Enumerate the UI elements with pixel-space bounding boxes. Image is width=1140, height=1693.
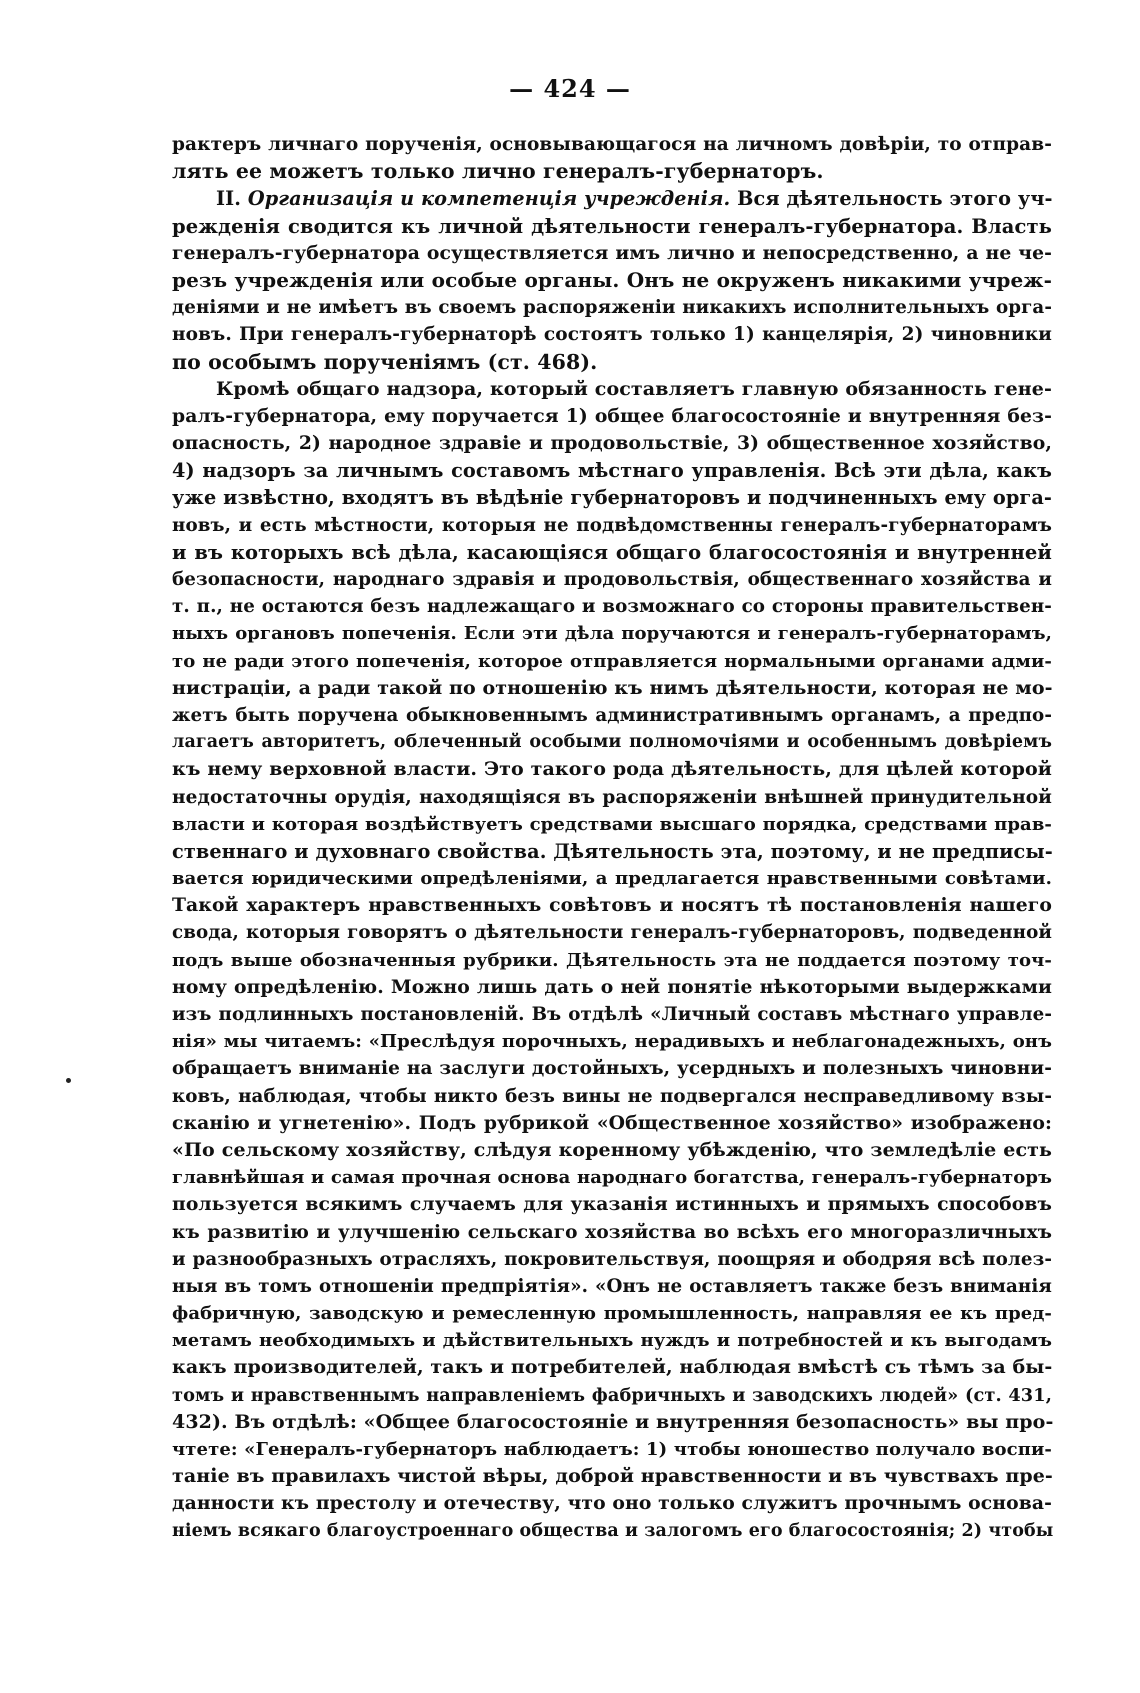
text-line: [172, 784, 1052, 811]
line-text: данности къ престолу и отечеству, что оно только служитъ прочнымъ основа-: [172, 1492, 1052, 1515]
line-text: пользуется всякимъ случаемъ для указанія истинныхъ и прямыхъ способовъ: [172, 1193, 1052, 1216]
text-line: [172, 213, 1052, 240]
text-line: [172, 593, 1052, 620]
text-line: [172, 702, 1052, 729]
line-text: метамъ необходимыхъ и дѣйствительныхъ нуждъ и потребностей и къ выгодамъ: [172, 1330, 1052, 1352]
text-line: [172, 729, 1052, 756]
text-line: [172, 457, 1052, 484]
text-line: [172, 185, 1052, 212]
text-line: [172, 1436, 1052, 1463]
text-line: [172, 376, 1052, 403]
text-line: [172, 1273, 1052, 1300]
line-text: лять ее можетъ только лично генералъ-губернаторъ.: [172, 159, 824, 184]
text-line: [172, 1055, 1052, 1082]
text-line: [172, 1028, 1052, 1055]
line-text: сканію и угнетенію». Подъ рубрикой «Общественное хозяйство» изображено:: [172, 1111, 1052, 1134]
line-text: изъ подлинныхъ постановленій. Въ отдѣлѣ «Личный составъ мѣстнаго управле-: [172, 1004, 1052, 1025]
line-text: генералъ-губернатора осуществляется имъ лично и непосредственно, а не че-: [172, 241, 1052, 264]
text-line: [172, 131, 1052, 158]
text-line: [172, 1001, 1052, 1028]
text-line: [172, 321, 1052, 348]
text-line: [172, 539, 1052, 566]
text-line: [172, 1490, 1052, 1517]
text-line: [172, 240, 1052, 267]
text-line: [172, 1083, 1052, 1110]
line-text: нія» мы читаемъ: «Преслѣдуя порочныхъ, нерадивыхъ и неблагонадежныхъ, онъ: [172, 1031, 1052, 1053]
text-line: [172, 484, 1052, 511]
text-line: [172, 512, 1052, 539]
line-text: ныя въ томъ отношеніи предпріятія». «Онъ не оставляетъ также безъ вниманія: [172, 1275, 1052, 1297]
line-text: опасность, 2) народное здравіе и продовольствіе, 3) общественное хозяйство,: [172, 432, 1052, 455]
text-line: [172, 1518, 1052, 1545]
text-line: [172, 1164, 1052, 1191]
text-line: [172, 267, 1052, 294]
line-text: по особымъ порученіямъ (ст. 468).: [172, 349, 598, 374]
line-text: т. п., не остаются безъ надлежащаго и возможнаго со стороны правительствен-: [172, 596, 1052, 618]
line-text: къ развитію и улучшенію сельскаго хозяйства во всѣхъ его многоразличныхъ: [172, 1221, 1052, 1243]
line-text: томъ и нравственнымъ направленіемъ фабричныхъ и заводскихъ людей» (ст. 431,: [172, 1384, 1052, 1406]
line-text: ственнаго и духовнаго свойства. Дѣятельность эта, поэтому, и не предписы-: [172, 839, 1053, 863]
line-text: и въ которыхъ всѣ дѣла, касающіяся общаго благосостоянія и внутренней: [172, 540, 1052, 564]
text-line: [172, 620, 1052, 647]
section-number: II.: [216, 187, 248, 211]
text-line: [172, 349, 1052, 376]
text-line: [172, 1300, 1052, 1327]
line-text: новъ, и есть мѣстности, которыя не подвѣдомственны генералъ-губернаторамъ: [172, 514, 1052, 536]
text-line: [172, 811, 1052, 838]
page-number: — 424 —: [509, 74, 631, 103]
line-text: жетъ быть поручена обыкновеннымъ административнымъ органамъ, а предпо-: [172, 704, 1052, 726]
line-text: 4) надзоръ за личнымъ составомъ мѣстнаго управленія. Всѣ эти дѣла, какъ: [172, 459, 1052, 483]
line-text: главнѣйшая и самая прочная основа народнаго богатства, генералъ-губернаторъ: [172, 1167, 1052, 1189]
text-line: [172, 865, 1052, 892]
line-text: то не ради этого попеченія, которое отправляется нормальными органами адми-: [172, 650, 1052, 672]
line-text: фабричную, заводскую и ремесленную промышленность, направляя ее къ пред-: [172, 1303, 1052, 1325]
line-text: ніемъ всякаго благоустроеннаго общества и залогомъ его благосостоянія; 2) чтобы: [172, 1520, 1054, 1541]
line-text: власти и которая воздѣйствуетъ средствами высшаго порядка, средствами прав-: [172, 813, 1052, 835]
line-text: чтете: «Генералъ-губернаторъ наблюдаетъ: 1) чтобы юношество получало воспи-: [172, 1439, 1052, 1460]
margin-mark: [66, 1078, 71, 1083]
text-line: [172, 1110, 1052, 1137]
text-line: [172, 158, 1052, 185]
text-line: [172, 919, 1052, 946]
line-text: 432). Въ отдѣлѣ: «Общее благосостояніе и внутренняя безопасность» вы про-: [172, 1410, 1054, 1433]
line-text: и разнообразныхъ отрасляхъ, покровительствуя, поощряя и ободряя всѣ полез-: [172, 1248, 1052, 1270]
text-line: [172, 566, 1052, 593]
line-text: недостаточны орудія, находящіяся въ распоряженіи внѣшней принудительной: [172, 786, 1052, 808]
line-text: безопасности, народнаго здравія и продовольствія, общественнаго хозяйства и: [172, 569, 1052, 590]
text-line: [172, 1327, 1052, 1354]
line-text: свода, которыя говорятъ о дѣятельности генералъ-губернаторовъ, подведенной: [172, 922, 1052, 944]
text-line: [172, 1219, 1052, 1246]
line-text: Кромѣ общаго надзора, который составляетъ главную обязанность гене-: [216, 377, 1052, 400]
text-line: [172, 838, 1052, 865]
line-text: какъ производителей, такъ и потребителей, наблюдая вмѣстѣ съ тѣмъ за бы-: [172, 1356, 1053, 1379]
text-line: [172, 1409, 1052, 1436]
line-text: уже извѣстно, входятъ въ вѣдѣніе губернаторовъ и подчиненныхъ ему орга-: [172, 486, 1052, 510]
text-line: [172, 1137, 1052, 1164]
text-line: [172, 403, 1052, 430]
line-text: подъ выше обозначенныя рубрики. Дѣятельность эта не поддается поэтому точ-: [172, 949, 1052, 971]
line-text: Вся дѣятельность этого уч-: [730, 187, 1053, 211]
text-line: [172, 1463, 1052, 1490]
text-line: [172, 430, 1052, 457]
text-line: [172, 648, 1052, 675]
line-text: резъ учрежденія или особые органы. Онъ не окруженъ никакими учреж-: [172, 267, 1052, 292]
line-text: Такой характеръ нравственныхъ совѣтовъ и носятъ тѣ постановленія нашего: [172, 894, 1052, 917]
section-heading: Организація и компетенція учрежденія.: [247, 187, 731, 211]
text-line: [172, 756, 1052, 783]
line-text: ному опредѣленію. Можно лишь дать о ней понятіе нѣкоторыми выдержками: [172, 975, 1052, 998]
line-text: «По сельскому хозяйству, слѣдуя коренному убѣжденію, что земледѣліе есть: [172, 1138, 1052, 1161]
text-line: [172, 892, 1052, 919]
line-text: таніе въ правилахъ чистой вѣры, доброй нравственности и въ чувствахъ пре-: [172, 1465, 1053, 1488]
line-text: режденія сводится къ личной дѣятельности генералъ-губернатора. Власть: [172, 214, 1052, 238]
text-line: [172, 294, 1052, 321]
text-line: [172, 947, 1052, 974]
text-line: [172, 1354, 1052, 1381]
text-line: [172, 1191, 1052, 1218]
line-text: къ нему верховной власти. Это такого рода дѣятельность, для цѣлей которой: [172, 758, 1052, 781]
line-text: новъ. При генералъ-губернаторѣ состоятъ только 1) канцелярія, 2) чиновники: [172, 324, 1052, 346]
line-text: ралъ-губернатора, ему поручается 1) общее благосостояніе и внутренняя без-: [172, 404, 1052, 427]
text-line: [172, 1382, 1052, 1409]
line-text: вается юридическими опредѣленіями, а предлагается нравственными совѣтами.: [172, 868, 1052, 890]
text-line: [172, 675, 1052, 702]
line-text: ныхъ органовъ попеченія. Если эти дѣла поручаются и генералъ-губернаторамъ,: [172, 623, 1052, 645]
line-text: деніями и не имѣетъ въ своемъ распоряженіи никакихъ исполнительныхъ орга-: [172, 297, 1052, 319]
line-text: лагаетъ авторитетъ, облеченный особыми полномочіями и особеннымъ довѣріемъ: [172, 732, 1052, 753]
body-text: [172, 131, 1052, 1545]
line-text: ковъ, наблюдая, чтобы никто безъ вины не подвергался несправедливому взы-: [172, 1085, 1052, 1107]
text-line: [172, 974, 1052, 1001]
line-text: нистраціи, а ради такой по отношенію къ нимъ дѣятельности, которая не мо-: [172, 676, 1053, 699]
line-text: рактеръ личнаго порученія, основывающагося на личномъ довѣріи, то отправ-: [172, 134, 1052, 155]
line-text: обращаетъ вниманіе на заслуги достойныхъ, усердныхъ и полезныхъ чиновни-: [172, 1058, 1052, 1080]
text-line: [172, 1246, 1052, 1273]
